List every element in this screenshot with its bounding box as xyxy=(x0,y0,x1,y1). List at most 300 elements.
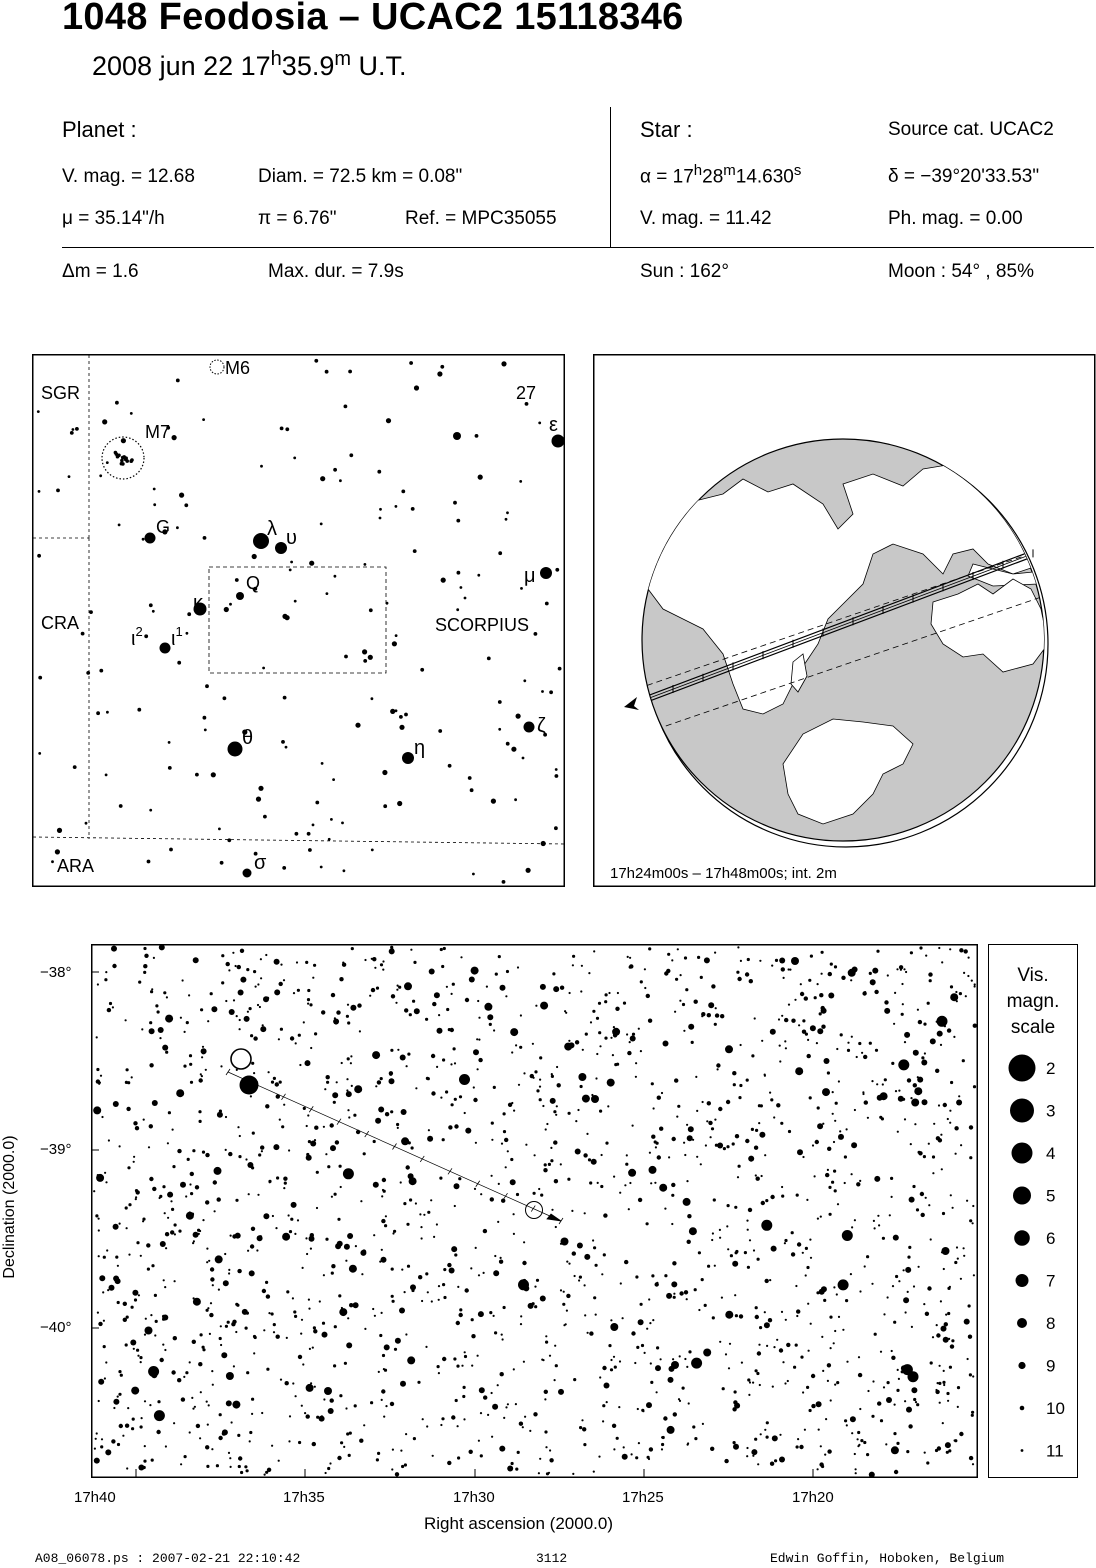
field-star xyxy=(319,1300,321,1302)
globe-caption: 17h24m00s – 17h48m00s; int. 2m xyxy=(610,865,837,882)
field-star xyxy=(478,1311,484,1317)
field-star xyxy=(579,1426,582,1429)
field-star xyxy=(908,1246,911,1249)
finder-star xyxy=(152,610,155,613)
field-star xyxy=(541,1359,543,1361)
field-star xyxy=(209,1313,213,1317)
label-g: G xyxy=(156,517,171,537)
field-star xyxy=(684,1154,686,1156)
field-star xyxy=(407,1053,410,1056)
field-star xyxy=(796,1445,799,1448)
finder-star xyxy=(333,468,337,472)
field-star xyxy=(162,1045,168,1051)
field-star xyxy=(647,1456,650,1459)
field-star xyxy=(174,1233,176,1235)
legend-magnitude-dot xyxy=(1010,1099,1034,1123)
field-star xyxy=(871,1080,873,1082)
field-star xyxy=(757,1463,759,1465)
field-star xyxy=(260,958,262,960)
field-star xyxy=(688,1126,694,1132)
field-star xyxy=(350,1055,352,1057)
field-star xyxy=(740,960,742,962)
field-star xyxy=(301,1319,303,1321)
field-star xyxy=(911,1099,919,1107)
field-star xyxy=(257,983,259,985)
field-star xyxy=(504,1138,508,1142)
field-star xyxy=(903,1297,909,1303)
field-star xyxy=(876,950,879,953)
field-star xyxy=(646,1328,648,1330)
field-star xyxy=(857,1431,860,1434)
field-star xyxy=(851,1226,853,1228)
field-star xyxy=(515,1044,517,1046)
field-star xyxy=(726,1225,728,1227)
field-star xyxy=(577,1243,583,1249)
field-star xyxy=(144,1400,146,1402)
field-star xyxy=(189,1431,191,1433)
field-star xyxy=(218,1436,222,1440)
field-star xyxy=(499,1446,505,1452)
field-star xyxy=(677,1105,680,1108)
field-star xyxy=(279,1081,282,1084)
field-star xyxy=(651,1274,654,1277)
field-star xyxy=(464,1112,466,1114)
field-star xyxy=(149,1177,153,1181)
field-star xyxy=(914,1087,922,1095)
field-star xyxy=(222,1431,226,1435)
finder-star xyxy=(280,427,284,431)
field-star xyxy=(955,1153,957,1155)
field-star xyxy=(913,1050,919,1056)
field-star xyxy=(664,971,668,975)
field-star xyxy=(520,1315,522,1317)
field-star xyxy=(874,1176,880,1182)
finder-star xyxy=(220,861,224,865)
field-star xyxy=(590,1021,592,1023)
field-star xyxy=(162,1185,165,1188)
field-star xyxy=(306,1384,314,1392)
field-star xyxy=(440,1097,442,1099)
field-star xyxy=(640,980,643,983)
field-star xyxy=(252,1132,255,1135)
field-star xyxy=(881,1117,884,1120)
field-star xyxy=(259,1006,261,1008)
field-star xyxy=(884,1000,888,1004)
field-star xyxy=(164,1212,166,1214)
field-star xyxy=(167,1217,169,1219)
field-star xyxy=(943,1337,949,1343)
field-star xyxy=(907,1291,909,1293)
field-star xyxy=(960,1144,962,1146)
field-star xyxy=(758,1104,761,1107)
field-star xyxy=(246,1469,249,1472)
bright-star xyxy=(540,567,552,579)
field-star xyxy=(886,1397,892,1403)
finder-star xyxy=(57,828,62,833)
field-star xyxy=(96,1432,98,1434)
field-star xyxy=(809,1409,812,1412)
field-star xyxy=(679,1355,681,1357)
field-star xyxy=(778,1018,780,1020)
field-star xyxy=(726,1100,730,1104)
field-star xyxy=(473,1049,479,1055)
field-star xyxy=(330,1145,336,1151)
moon-elongation: Moon : 54° , 85% xyxy=(888,261,1034,282)
field-star xyxy=(841,976,845,980)
field-star xyxy=(795,1067,803,1075)
field-star xyxy=(491,1122,494,1125)
field-star xyxy=(187,1158,190,1161)
field-star xyxy=(144,1445,146,1447)
field-star xyxy=(381,1399,383,1401)
field-star xyxy=(972,1205,974,1207)
field-star xyxy=(592,1010,595,1013)
field-star xyxy=(480,1193,482,1195)
field-star xyxy=(247,1011,249,1013)
footer-file-info: A08_06078.ps : 2007-02-21 22:10:42 xyxy=(35,1551,301,1566)
field-star xyxy=(963,1255,965,1257)
field-star xyxy=(539,1086,541,1088)
finder-star xyxy=(460,586,463,589)
field-star xyxy=(938,947,940,949)
field-star xyxy=(170,1230,174,1234)
field-star xyxy=(738,1165,741,1168)
y-tick-40: −40° xyxy=(40,1319,72,1336)
field-star xyxy=(113,1101,119,1107)
field-star xyxy=(487,1014,493,1020)
field-star xyxy=(350,1005,356,1011)
field-star xyxy=(338,1294,341,1297)
field-star xyxy=(650,1381,653,1384)
field-star xyxy=(125,1206,128,1209)
field-star xyxy=(515,1468,518,1471)
field-star xyxy=(224,1253,226,1255)
field-star xyxy=(932,1336,934,1338)
field-star xyxy=(372,1051,380,1059)
field-star xyxy=(244,1465,247,1468)
field-star xyxy=(199,1437,201,1439)
finder-star xyxy=(51,860,54,863)
field-star xyxy=(735,1314,738,1317)
field-star xyxy=(339,1165,342,1168)
field-star xyxy=(805,1033,808,1036)
field-star xyxy=(401,1269,403,1271)
field-star xyxy=(825,1173,829,1177)
field-star xyxy=(880,1419,883,1422)
finder-star xyxy=(541,841,546,846)
finder-star xyxy=(289,569,292,572)
field-star xyxy=(896,968,898,970)
field-star xyxy=(200,1391,202,1393)
field-star xyxy=(872,983,874,985)
field-star xyxy=(314,1126,318,1130)
field-star xyxy=(622,1317,624,1319)
field-star xyxy=(144,1334,146,1336)
field-star xyxy=(720,1014,724,1018)
field-star xyxy=(796,1194,799,1197)
finder-star xyxy=(149,603,153,607)
field-star xyxy=(890,1177,893,1180)
field-star xyxy=(103,1345,106,1348)
field-star xyxy=(313,1326,316,1329)
field-star xyxy=(595,1264,598,1267)
finder-star xyxy=(169,848,173,852)
field-star xyxy=(824,1454,826,1456)
field-star xyxy=(295,1395,297,1397)
field-star xyxy=(405,1433,407,1435)
field-star xyxy=(94,1448,96,1450)
earth-globe-panel xyxy=(593,354,1096,887)
field-star xyxy=(100,1075,102,1077)
field-star xyxy=(747,958,750,961)
field-star xyxy=(948,1449,951,1452)
field-star xyxy=(846,1361,848,1363)
field-star xyxy=(729,1343,731,1345)
field-star xyxy=(610,1368,613,1371)
field-star xyxy=(796,1309,800,1313)
finder-star xyxy=(321,762,324,765)
field-star xyxy=(858,1042,861,1045)
field-star xyxy=(631,1331,635,1335)
field-star xyxy=(821,1025,825,1029)
field-star xyxy=(221,981,224,984)
field-star xyxy=(251,1398,254,1401)
field-star xyxy=(683,1142,685,1144)
field-star xyxy=(380,963,383,966)
finder-star xyxy=(344,405,348,409)
field-star xyxy=(973,1274,975,1276)
field-star xyxy=(788,968,790,970)
field-star xyxy=(305,1237,307,1239)
field-star xyxy=(399,1308,405,1314)
field-star xyxy=(572,1251,576,1255)
field-star xyxy=(917,1077,923,1083)
field-star xyxy=(800,992,804,996)
field-star xyxy=(780,1122,783,1125)
field-star xyxy=(952,1207,954,1209)
finder-star xyxy=(106,711,109,714)
field-star xyxy=(389,1071,393,1075)
field-star xyxy=(396,1123,399,1126)
field-star xyxy=(427,1077,430,1080)
finder-star xyxy=(541,690,544,693)
field-star xyxy=(522,1426,524,1428)
field-star xyxy=(445,1090,448,1093)
field-star xyxy=(143,964,147,968)
field-star xyxy=(959,948,963,952)
field-star xyxy=(498,955,501,958)
finder-star xyxy=(392,641,397,646)
field-star xyxy=(797,1242,801,1246)
bright-star xyxy=(524,722,535,733)
magnitude-legend xyxy=(988,944,1078,1478)
field-star xyxy=(96,1068,99,1071)
finder-star xyxy=(558,667,562,671)
field-star xyxy=(850,979,852,981)
field-star xyxy=(333,1101,336,1104)
field-star xyxy=(836,1381,839,1384)
field-star xyxy=(210,1277,214,1281)
field-star xyxy=(655,1365,661,1371)
field-star xyxy=(251,1413,253,1415)
field-star xyxy=(451,1415,455,1419)
field-star xyxy=(152,1100,158,1106)
finder-star xyxy=(211,772,216,777)
field-star xyxy=(796,1315,798,1317)
field-star xyxy=(539,1056,542,1059)
label-lambda: λ xyxy=(267,518,277,540)
field-star xyxy=(735,1251,738,1254)
field-star xyxy=(704,1304,707,1307)
field-star xyxy=(539,1079,541,1081)
field-star xyxy=(548,1472,550,1474)
legend-magnitude-dot xyxy=(1009,1055,1036,1082)
field-star xyxy=(920,1192,924,1196)
field-star xyxy=(316,1416,319,1419)
field-star xyxy=(135,1189,138,1192)
field-star xyxy=(109,1002,112,1005)
field-star xyxy=(471,967,479,975)
field-star xyxy=(135,1126,139,1130)
field-star xyxy=(548,1163,551,1166)
field-star xyxy=(556,1066,558,1068)
field-star xyxy=(930,1361,933,1364)
field-star xyxy=(540,1296,546,1302)
field-star xyxy=(391,994,395,998)
field-star xyxy=(687,1240,691,1244)
field-star xyxy=(231,1421,233,1423)
finder-star xyxy=(224,607,229,612)
field-star xyxy=(306,1125,308,1127)
field-star xyxy=(905,1311,907,1313)
field-star xyxy=(764,1154,766,1156)
finder-star xyxy=(502,880,506,884)
field-star xyxy=(382,969,384,971)
field-star xyxy=(331,1264,335,1268)
field-star xyxy=(940,1300,942,1302)
field-star xyxy=(957,1258,959,1260)
field-star xyxy=(451,1246,457,1252)
field-star xyxy=(426,1425,428,1427)
field-star xyxy=(237,1126,239,1128)
field-star xyxy=(817,1028,823,1034)
field-star xyxy=(510,1028,518,1036)
field-star xyxy=(334,1017,336,1019)
finder-star xyxy=(414,385,419,390)
finder-star xyxy=(523,679,526,682)
field-star xyxy=(838,1316,840,1318)
legend-magnitude-label: 5 xyxy=(1046,1186,1056,1206)
finder-star xyxy=(252,554,257,559)
field-star xyxy=(839,1130,841,1132)
field-star xyxy=(493,1315,495,1317)
field-star xyxy=(596,1053,598,1055)
field-star xyxy=(913,1185,915,1187)
field-star xyxy=(692,1425,695,1428)
field-star xyxy=(534,1305,537,1308)
field-star xyxy=(613,1448,615,1450)
field-star xyxy=(721,1297,723,1299)
field-star xyxy=(325,1153,327,1155)
field-star xyxy=(836,1293,838,1295)
field-star xyxy=(225,1000,227,1002)
field-star xyxy=(874,990,878,994)
field-star xyxy=(566,1294,570,1298)
field-star xyxy=(726,1145,729,1148)
finder-star xyxy=(505,518,508,521)
field-star xyxy=(102,1291,104,1293)
field-star xyxy=(773,1346,775,1348)
field-star xyxy=(878,1224,880,1226)
field-star xyxy=(98,1322,102,1326)
field-star xyxy=(229,1009,235,1015)
field-star xyxy=(193,1232,199,1238)
field-star xyxy=(354,1085,362,1093)
field-star xyxy=(239,1135,241,1137)
field-star xyxy=(918,1151,922,1155)
field-star xyxy=(602,1366,606,1370)
field-star xyxy=(382,960,384,962)
field-star xyxy=(904,1400,906,1402)
field-star xyxy=(756,1372,759,1375)
bright-star xyxy=(160,643,171,654)
field-star xyxy=(795,1285,797,1287)
field-star xyxy=(480,1412,482,1414)
field-star xyxy=(883,1386,885,1388)
field-star xyxy=(304,1412,306,1414)
finder-star xyxy=(501,361,506,366)
field-star xyxy=(131,1076,133,1078)
field-star xyxy=(544,1398,546,1400)
field-star xyxy=(297,1219,299,1221)
field-star xyxy=(393,1230,396,1233)
field-star xyxy=(906,1450,909,1453)
field-star xyxy=(629,1041,631,1043)
field-star xyxy=(619,1192,621,1194)
field-star xyxy=(233,1365,235,1367)
field-star xyxy=(217,1112,223,1118)
field-star xyxy=(817,1218,819,1220)
field-star xyxy=(871,1283,873,1285)
field-star xyxy=(538,1472,540,1474)
field-star xyxy=(135,1196,137,1198)
field-star xyxy=(589,1331,593,1335)
field-star xyxy=(891,1196,893,1198)
field-star xyxy=(896,1389,899,1392)
finder-chart xyxy=(32,354,565,887)
legend-magnitude-dot xyxy=(1014,1230,1030,1246)
field-star xyxy=(737,1176,739,1178)
field-star xyxy=(922,1099,928,1105)
field-star xyxy=(375,1085,377,1087)
field-star xyxy=(98,1229,100,1231)
field-star xyxy=(364,959,366,961)
planet-reference: Ref. = MPC35055 xyxy=(405,208,557,229)
field-star xyxy=(869,1472,875,1478)
field-star xyxy=(419,1213,421,1215)
finder-star xyxy=(184,503,188,507)
field-star xyxy=(941,961,943,963)
field-star xyxy=(779,1060,781,1062)
field-star xyxy=(459,1308,462,1311)
field-star xyxy=(205,1153,209,1157)
finder-star xyxy=(383,804,387,808)
field-star xyxy=(722,1387,725,1390)
field-star xyxy=(933,1123,935,1125)
field-star xyxy=(582,1427,586,1431)
field-star xyxy=(700,976,703,979)
field-star xyxy=(478,1039,480,1041)
